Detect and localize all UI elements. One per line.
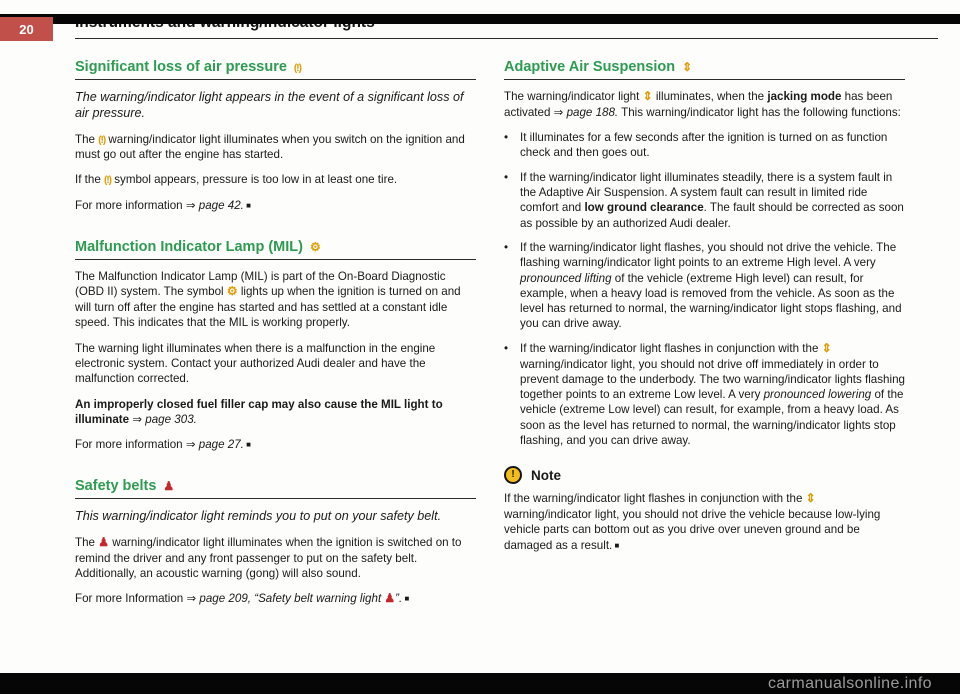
note-exclamation-icon: ! bbox=[504, 466, 522, 484]
bullet-item bbox=[504, 170, 905, 231]
note-box bbox=[504, 466, 905, 553]
check-engine-icon: ⚙ bbox=[309, 239, 321, 254]
mil-icon: ⚙ bbox=[226, 284, 238, 299]
note-header bbox=[504, 466, 905, 484]
cross-reference: For more Information ⇒ page 209, “Safety belt warning light ♟”. ■ bbox=[75, 591, 410, 606]
paragraph: The (!) warning/indicator light illuminates when you switch on the ignition and must go out after the engine has started. bbox=[75, 132, 465, 162]
tire-pressure-warning-icon: (!) bbox=[293, 63, 301, 74]
bullet-text: • If the warning/indicator light flashes, you should not drive the vehicle. The flashing warning/indicator light points to an extreme High level. A very pronounced lifting of the vehicle (extreme High level) can result, for example, when a heavy load is removed from the vehicle. As soon as the level has returned to normal, the warning/indicator light stops flashing, and you can drive away. bbox=[520, 240, 902, 331]
bullet-item bbox=[504, 240, 905, 332]
section-title-safety-belts bbox=[75, 478, 476, 499]
bullet-text: • If the warning/indicator light flashes in conjunction with the ⇕ warning/indicator light, you should not drive off immediately in order to prevent damage to the underbody. The two warning/indicator lights flashing together points to an extreme Low level. A very pronounced lowering of the vehicle (extreme Low level) can result, for example, from a heavy load. As soon as the level has returned to normal, the warning/indicator lights stop flashing, and you can drive away. bbox=[520, 340, 905, 447]
section-title-text: Adaptive Air Suspension bbox=[504, 59, 676, 75]
belt-icon: ♟ bbox=[98, 534, 109, 549]
watermark: carmanualsonline.info bbox=[767, 674, 932, 692]
section-mil bbox=[75, 239, 476, 453]
paragraph: The warning light illuminates when there is a malfunction in the engine electronic system. Contact your authorized Audi dealer and have the malfunction corrected. bbox=[75, 341, 436, 386]
tpms-icon: (!) bbox=[98, 134, 106, 146]
cross-reference: For more information ⇒ page 27. ■ bbox=[75, 438, 251, 452]
bullet-text: • It illuminates for a few seconds after the ignition is turned on as function check and then goes out. bbox=[520, 131, 888, 160]
bullet-item bbox=[504, 130, 905, 161]
paragraph: An improperly closed fuel filler cap may also cause the MIL light to illuminate ⇒ page 303. bbox=[75, 397, 443, 426]
note-title: Note bbox=[531, 467, 561, 483]
belt-icon: ♟ bbox=[384, 591, 396, 606]
content-columns bbox=[75, 59, 905, 633]
cross-reference: For more information ⇒ page 42. ■ bbox=[75, 198, 251, 212]
left-column bbox=[75, 59, 476, 633]
section-title-text: Malfunction Indicator Lamp (MIL) bbox=[75, 238, 303, 255]
section-lead: The warning/indicator light appears in the event of a significant loss of air pressure. bbox=[75, 90, 464, 121]
air-suspension-warning-icon: ⇕ bbox=[682, 60, 693, 74]
seat-belt-warning-icon: ♟ bbox=[163, 479, 175, 494]
section-safety-belts bbox=[75, 478, 476, 607]
paragraph: The Malfunction Indicator Lamp (MIL) is part of the On-Board Diagnostic (OBD II) system. The symbol ⚙ lights up when the ignition is turned on and will turn off after the engine has started and has settled at a constant idle speed. This indicates that the MIL is working properly. bbox=[75, 269, 461, 330]
bullet-text: • If the warning/indicator light illuminates steadily, there is a system fault in the Adaptive Air Suspension. A system fault can result in limited ride comfort and low ground clearance. The fault should be corrected as soon as possible by an authorized Audi dealer. bbox=[520, 170, 904, 230]
paragraph: The ♟ warning/indicator light illuminates when the ignition is switched on to remind the driver and any front passenger to put on the safety belt. Additionally, an acoustic warning (gong) will also sound. bbox=[75, 534, 462, 580]
paragraph: The warning/indicator light ⇕ illuminates, when the jacking mode has been activated ⇒ page 188. This warning/indicator light has the following functions: bbox=[504, 89, 901, 119]
section-title-text: Safety belts bbox=[75, 478, 157, 495]
page-number-tab bbox=[0, 17, 53, 41]
section-lead: This warning/indicator light reminds you to put on your safety belt. bbox=[75, 509, 442, 524]
suspension-icon: ⇕ bbox=[642, 89, 653, 103]
paragraph: If the (!) symbol appears, pressure is too low in at least one tire. bbox=[75, 173, 398, 187]
scan-top-edge bbox=[0, 14, 960, 24]
section-title-air-pressure bbox=[75, 59, 476, 80]
section-title-mil bbox=[75, 239, 476, 260]
tpms-icon: (!) bbox=[104, 175, 112, 187]
section-adaptive-air-suspension bbox=[504, 59, 905, 553]
suspension-icon: ⇕ bbox=[805, 491, 816, 506]
page-number: 20 bbox=[19, 21, 34, 37]
suspension-icon: ⇕ bbox=[821, 340, 832, 355]
scan-bottom-edge bbox=[0, 673, 960, 694]
bullet-item bbox=[504, 341, 905, 449]
section-title-adaptive-air-suspension bbox=[504, 59, 905, 80]
section-air-pressure bbox=[75, 59, 476, 213]
section-title-text: Significant loss of air pressure bbox=[75, 59, 287, 75]
right-column bbox=[504, 59, 905, 633]
note-text: If the warning/indicator light flashes in conjunction with the ⇕ warning/indicator light, you should not drive the vehicle because low-lying vehicle parts can bottom out as you drive over uneven ground and be damaged as a result. ■ bbox=[504, 491, 881, 552]
